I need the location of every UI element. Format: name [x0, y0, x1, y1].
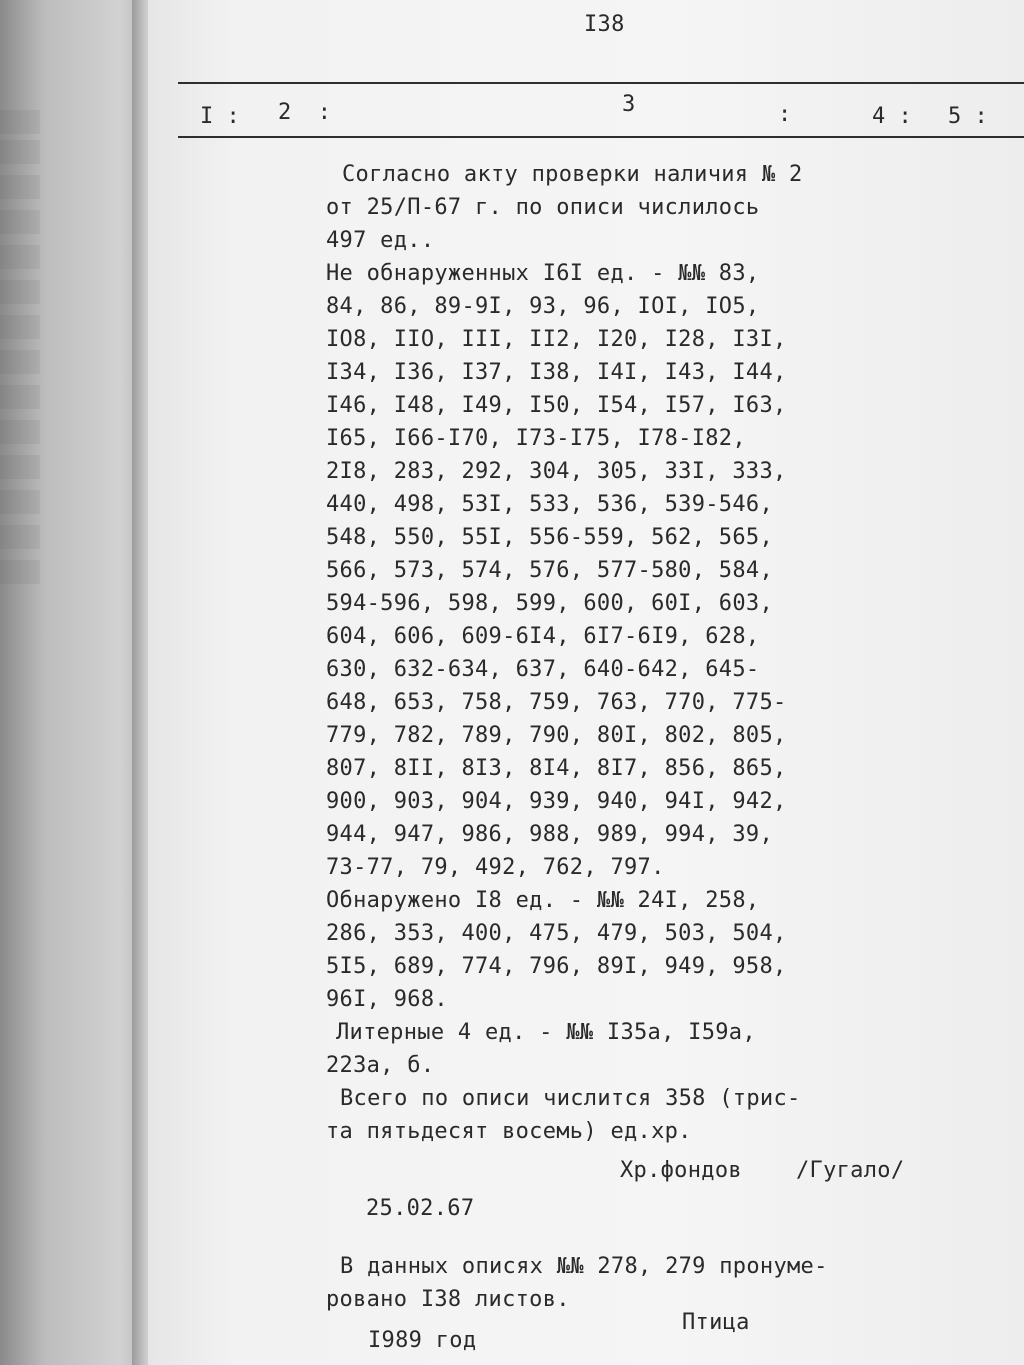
- body-line: 648, 653, 758, 759, 763, 770, 775-: [326, 690, 787, 715]
- body-line: IO8, IIO, III, II2, I20, I28, I3I,: [326, 327, 787, 352]
- ghost-mark: [0, 280, 40, 304]
- header-col-2: 2 :: [278, 100, 331, 125]
- ghost-mark: [0, 210, 40, 234]
- footer-year: I989 год: [368, 1328, 477, 1353]
- body-line: 96I, 968.: [326, 987, 448, 1012]
- footer-line: ровано I38 листов.: [326, 1287, 570, 1312]
- body-line: 630, 632-634, 637, 640-642, 645-: [326, 657, 760, 682]
- body-line: 566, 573, 574, 576, 577-580, 584,: [326, 558, 773, 583]
- ghost-mark: [0, 455, 40, 479]
- header-rule-top: [178, 82, 1024, 84]
- left-page-edge: [0, 0, 150, 1365]
- body-line: Литерные 4 ед. - №№ I35а, I59а,: [336, 1020, 756, 1045]
- ghost-mark: [0, 110, 40, 134]
- signature-role: Хр.фондов: [620, 1158, 742, 1183]
- body-line: 440, 498, 53I, 533, 536, 539-546,: [326, 492, 773, 517]
- document-page: [148, 0, 1024, 1365]
- header-col-4: 4 :: [872, 104, 912, 129]
- body-line: 5I5, 689, 774, 796, 89I, 949, 958,: [326, 954, 787, 979]
- ghost-mark: [0, 350, 40, 374]
- body-line: I34, I36, I37, I38, I4I, I43, I44,: [326, 360, 787, 385]
- ghost-mark: [0, 245, 40, 269]
- body-line: 900, 903, 904, 939, 940, 94I, 942,: [326, 789, 787, 814]
- body-line: 548, 550, 55I, 556-559, 562, 565,: [326, 525, 773, 550]
- footer-line: В данных описях №№ 278, 279 пронуме-: [340, 1254, 828, 1279]
- body-line: 84, 86, 89-9I, 93, 96, IOI, IO5,: [326, 294, 760, 319]
- ghost-mark: [0, 490, 40, 514]
- body-line: I65, I66-I70, I73-I75, I78-I82,: [326, 426, 746, 451]
- body-line: Не обнаруженных I6I ед. - №№ 83,: [326, 261, 760, 286]
- header-col-3: 3: [622, 92, 636, 117]
- ghost-mark: [0, 560, 40, 584]
- signature-name: /Гугало/: [796, 1158, 905, 1183]
- body-line: 594-596, 598, 599, 600, 60I, 603,: [326, 591, 773, 616]
- body-line: 779, 782, 789, 790, 80I, 802, 805,: [326, 723, 787, 748]
- body-line: 73-77, 79, 492, 762, 797.: [326, 855, 665, 880]
- ghost-mark: [0, 315, 40, 339]
- ghost-mark: [0, 525, 40, 549]
- signature-date: 25.02.67: [366, 1196, 475, 1221]
- body-line: 604, 606, 609-6I4, 6I7-6I9, 628,: [326, 624, 760, 649]
- body-line: та пятьдесят восемь) ед.хр.: [326, 1119, 692, 1144]
- body-line: I46, I48, I49, I50, I54, I57, I63,: [326, 393, 787, 418]
- ghost-mark: [0, 420, 40, 444]
- footer-signer: Птица: [682, 1310, 750, 1335]
- header-col-1: I :: [200, 104, 240, 129]
- page-number: I38: [584, 12, 625, 37]
- ghost-mark: [0, 175, 40, 199]
- body-line: Обнаружено I8 ед. - №№ 24I, 258,: [326, 888, 760, 913]
- body-line: от 25/П-67 г. по описи числилось: [326, 195, 760, 220]
- ghost-mark: [0, 385, 40, 409]
- body-line: Согласно акту проверки наличия № 2: [342, 162, 803, 187]
- header-col-5: 5 :: [948, 104, 988, 129]
- body-line: 944, 947, 986, 988, 989, 994, 39,: [326, 822, 773, 847]
- header-col-3-separator: :: [778, 102, 792, 127]
- ghost-mark: [0, 140, 40, 164]
- header-rule-bottom: [178, 136, 1024, 138]
- body-line: Всего по описи числится 358 (трис-: [340, 1086, 801, 1111]
- body-line: 807, 8II, 8I3, 8I4, 8I7, 856, 865,: [326, 756, 787, 781]
- body-line: 286, 353, 400, 475, 479, 503, 504,: [326, 921, 787, 946]
- body-line: 497 ед..: [326, 228, 435, 253]
- body-line: 2I8, 283, 292, 304, 305, 33I, 333,: [326, 459, 787, 484]
- body-line: 223а, б.: [326, 1053, 435, 1078]
